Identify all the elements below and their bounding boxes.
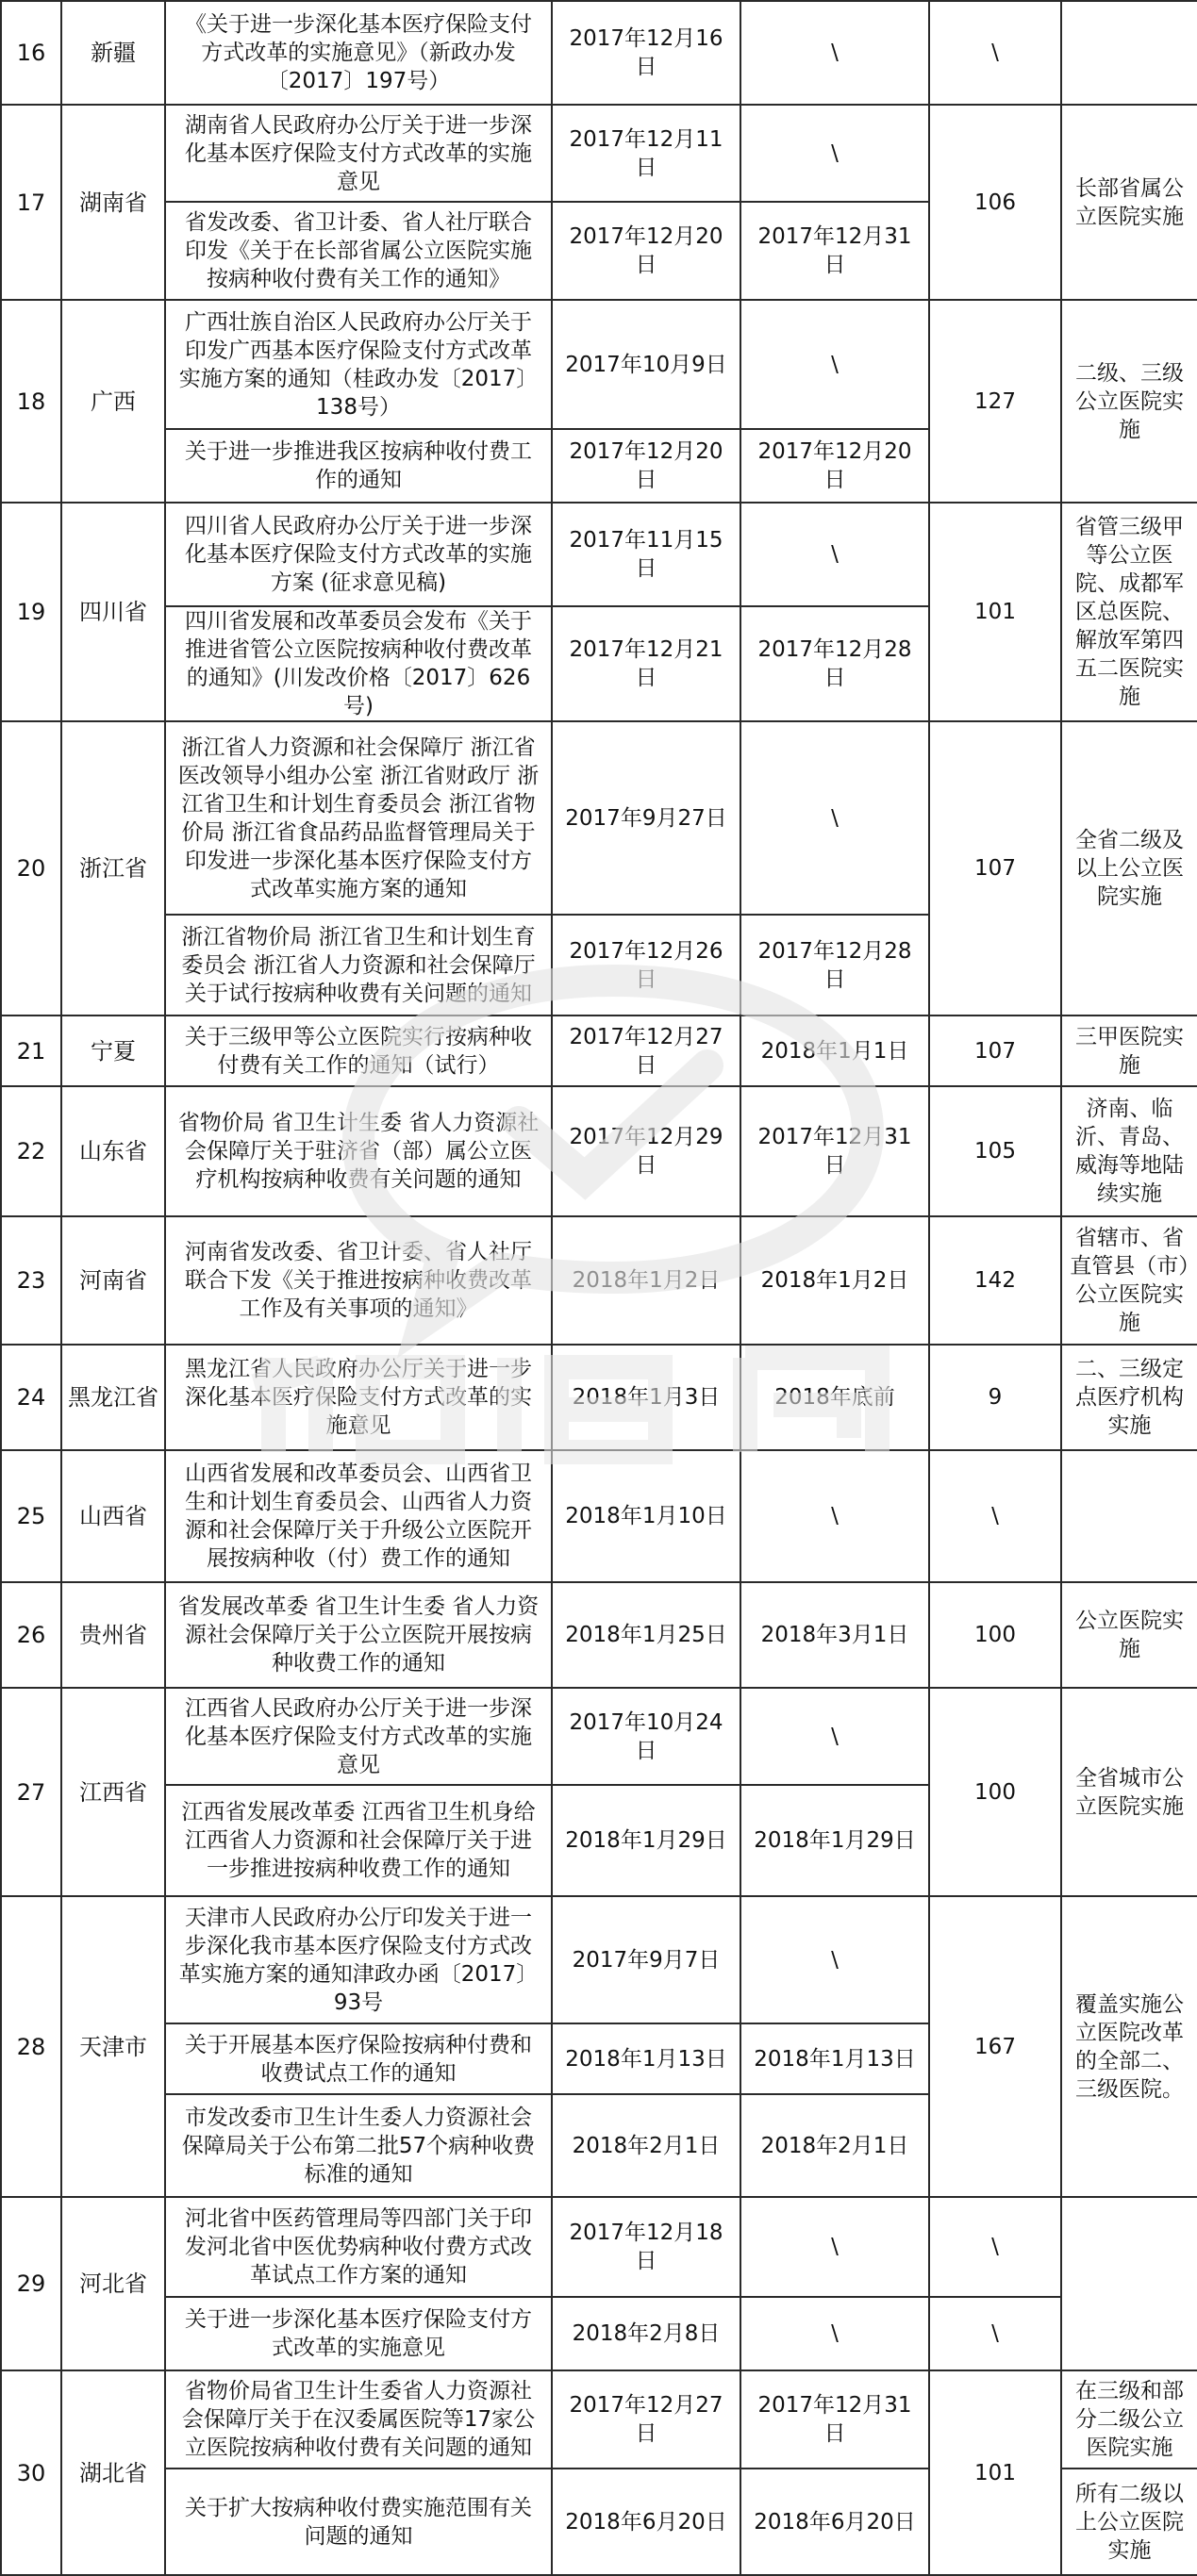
document-title-cell: 浙江省物价局 浙江省卫生和计划生育委员会 浙江省人力资源和社会保障厅关于试行按病种收费有关问题的通知: [165, 915, 552, 1016]
document-title-cell: 山西省发展和改革委员会、山西省卫生和计划生育委员会、山西省人力资源和社会保障厅关于升级公立医院开展按病种收（付）费工作的通知: [165, 1450, 552, 1582]
issue-date-cell: 2018年6月20日: [552, 2469, 740, 2575]
table-row: [1, 503, 1197, 606]
issue-date-cell: 2017年10月9日: [552, 300, 740, 429]
row-number: 16: [1, 1, 61, 105]
effective-date-cell: \: [740, 300, 929, 429]
document-title-cell: 浙江省人力资源和社会保障厅 浙江省医改领导小组办公室 浙江省财政厅 浙江省卫生和计划生育委员会 浙江省物价局 浙江省食品药品监督管理局关于印发进一步深化基本医疗保险支付方式改革实施方案的通知: [165, 721, 552, 915]
effective-date-cell: 2017年12月31日: [740, 202, 929, 300]
issue-date-cell: 2018年2月8日: [552, 2297, 740, 2370]
disease-count-cell: 101: [929, 503, 1061, 721]
document-title-cell: 省物价局 省卫生计生委 省人力资源社会保障厅关于驻济省（部）属公立医疗机构按病种收费有关问题的通知: [165, 1086, 552, 1216]
scope-note-cell: [1061, 1, 1197, 105]
table-row: [1, 300, 1197, 429]
document-title-cell: 省发改委、省卫计委、省人社厅联合印发《关于在长部省属公立医院实施按病种收付费有关工作的通知》: [165, 202, 552, 300]
table-row: [1, 1, 1197, 105]
issue-date-cell: 2017年12月20日: [552, 429, 740, 503]
document-title-cell: 江西省发展改革委 江西省卫生机身给江西省人力资源和社会保障厅关于进一步推进按病种收费工作的通知: [165, 1785, 552, 1896]
province-cell: 贵州省: [61, 1582, 165, 1688]
row-number: 24: [1, 1345, 61, 1450]
province-cell: 山西省: [61, 1450, 165, 1582]
scope-note-cell: [1061, 1450, 1197, 1582]
row-number: 19: [1, 503, 61, 721]
row-number: 26: [1, 1582, 61, 1688]
document-title-cell: 市发改委市卫生计生委人力资源社会保障局关于公布第二批57个病种收费标准的通知: [165, 2094, 552, 2197]
document-title-cell: 省物价局省卫生计生委省人力资源社会保障厅关于在汉委属医院等17家公立医院按病种收付费有关问题的通知: [165, 2370, 552, 2469]
document-title-cell: 河北省中医药管理局等四部门关于印发河北省中医优势病种收付费方式改革试点工作方案的通知: [165, 2197, 552, 2297]
scope-note-cell: 全省二级及以上公立医院实施: [1061, 721, 1197, 1016]
disease-count-cell: 127: [929, 300, 1061, 503]
scope-note-cell: 全省城市公立医院实施: [1061, 1688, 1197, 1896]
effective-date-cell: 2017年12月28日: [740, 915, 929, 1016]
issue-date-cell: 2017年12月20日: [552, 202, 740, 300]
disease-count-cell: 100: [929, 1582, 1061, 1688]
document-title-cell: 四川省发展和改革委员会发布《关于推进省管公立医院按病种收付费改革的通知》(川发改价格〔2017〕626号): [165, 606, 552, 721]
effective-date-cell: 2018年1月1日: [740, 1016, 929, 1086]
document-title-cell: 关于进一步推进我区按病种收付费工作的通知: [165, 429, 552, 503]
effective-date-cell: \: [740, 721, 929, 915]
document-title-cell: 黑龙江省人民政府办公厅关于进一步深化基本医疗保险支付方式改革的实施意见: [165, 1345, 552, 1450]
row-number: 18: [1, 300, 61, 503]
scope-note-cell: 所有二级以上公立医院实施: [1061, 2469, 1197, 2575]
scope-note-cell: 三甲医院实施: [1061, 1016, 1197, 1086]
disease-count-cell: \: [929, 2197, 1061, 2297]
issue-date-cell: 2017年9月7日: [552, 1896, 740, 2023]
effective-date-cell: \: [740, 1, 929, 105]
scope-note-cell: [1061, 2197, 1197, 2370]
scope-note-cell: 公立医院实施: [1061, 1582, 1197, 1688]
scope-note-cell: 济南、临沂、青岛、威海等地陆续实施: [1061, 1086, 1197, 1216]
scope-note-cell: 二级、三级公立医院实施: [1061, 300, 1197, 503]
scope-note-cell: 长部省属公立医院实施: [1061, 105, 1197, 300]
issue-date-cell: 2017年12月16日: [552, 1, 740, 105]
disease-count-cell: \: [929, 1, 1061, 105]
issue-date-cell: 2017年12月21日: [552, 606, 740, 721]
scope-note-cell: 二、三级定点医疗机构实施: [1061, 1345, 1197, 1450]
disease-count-cell: 142: [929, 1216, 1061, 1345]
effective-date-cell: 2018年2月1日: [740, 2094, 929, 2197]
scope-note-cell: 省辖市、省直管县（市）公立医院实施: [1061, 1216, 1197, 1345]
issue-date-cell: 2018年1月25日: [552, 1582, 740, 1688]
effective-date-cell: 2017年12月28日: [740, 606, 929, 721]
document-title-cell: 关于三级甲等公立医院实行按病种收付费有关工作的通知（试行）: [165, 1016, 552, 1086]
table-row: [1, 1216, 1197, 1345]
effective-date-cell: 2018年6月20日: [740, 2469, 929, 2575]
effective-date-cell: 2018年1月29日: [740, 1785, 929, 1896]
document-title-cell: 江西省人民政府办公厅关于进一步深化基本医疗保险支付方式改革的实施意见: [165, 1688, 552, 1785]
document-title-cell: 关于开展基本医疗保险按病种付费和收费试点工作的通知: [165, 2023, 552, 2094]
document-title-cell: 省发展改革委 省卫生计生委 省人力资源社会保障厅关于公立医院开展按病种收费工作的通知: [165, 1582, 552, 1688]
issue-date-cell: 2017年12月11日: [552, 105, 740, 202]
effective-date-cell: \: [740, 1688, 929, 1785]
issue-date-cell: 2018年1月13日: [552, 2023, 740, 2094]
table-row: [1, 1688, 1197, 1785]
table-row: [1, 2370, 1197, 2469]
scope-note-cell: 省管三级甲等公立医院、成都军区总医院、解放军第四五二医院实施: [1061, 503, 1197, 721]
row-number: 25: [1, 1450, 61, 1582]
disease-count-cell: 107: [929, 721, 1061, 1016]
effective-date-cell: 2018年底前: [740, 1345, 929, 1450]
document-title-cell: 关于进一步深化基本医疗保险支付方式改革的实施意见: [165, 2297, 552, 2370]
issue-date-cell: 2018年2月1日: [552, 2094, 740, 2197]
issue-date-cell: 2017年12月27日: [552, 2370, 740, 2469]
province-cell: 湖南省: [61, 105, 165, 300]
scope-note-cell: 在三级和部分二级公立医院实施: [1061, 2370, 1197, 2469]
province-cell: 天津市: [61, 1896, 165, 2197]
effective-date-cell: \: [740, 2297, 929, 2370]
effective-date-cell: \: [740, 105, 929, 202]
table-row: [1, 1582, 1197, 1688]
row-number: 22: [1, 1086, 61, 1216]
province-cell: 黑龙江省: [61, 1345, 165, 1450]
row-number: 29: [1, 2197, 61, 2370]
table-row: [1, 721, 1197, 915]
disease-count-cell: 105: [929, 1086, 1061, 1216]
row-number: 27: [1, 1688, 61, 1896]
document-title-cell: 四川省人民政府办公厅关于进一步深化基本医疗保险支付方式改革的实施方案 (征求意见稿): [165, 503, 552, 606]
province-cell: 广西: [61, 300, 165, 503]
row-number: 21: [1, 1016, 61, 1086]
table-row: [1, 1016, 1197, 1086]
issue-date-cell: 2017年12月18日: [552, 2197, 740, 2297]
issue-date-cell: 2018年1月29日: [552, 1785, 740, 1896]
row-number: 23: [1, 1216, 61, 1345]
row-number: 28: [1, 1896, 61, 2197]
issue-date-cell: 2018年1月3日: [552, 1345, 740, 1450]
issue-date-cell: 2017年11月15日: [552, 503, 740, 606]
table-row: [1, 1450, 1197, 1582]
province-cell: 山东省: [61, 1086, 165, 1216]
disease-count-cell: 107: [929, 1016, 1061, 1086]
disease-count-cell: \: [929, 1450, 1061, 1582]
province-cell: 湖北省: [61, 2370, 165, 2575]
effective-date-cell: \: [740, 503, 929, 606]
province-cell: 河北省: [61, 2197, 165, 2370]
effective-date-cell: 2017年12月31日: [740, 1086, 929, 1216]
effective-date-cell: 2017年12月20日: [740, 429, 929, 503]
province-cell: 四川省: [61, 503, 165, 721]
disease-count-cell: \: [929, 2297, 1061, 2370]
table-row: [1, 1086, 1197, 1216]
effective-date-cell: \: [740, 1896, 929, 2023]
province-cell: 宁夏: [61, 1016, 165, 1086]
document-title-cell: 河南省发改委、省卫计委、省人社厅联合下发《关于推进按病种收费改革工作及有关事项的通知》: [165, 1216, 552, 1345]
scope-note-cell: 覆盖实施公立医院改革的全部二、三级医院。: [1061, 1896, 1197, 2197]
issue-date-cell: 2017年9月27日: [552, 721, 740, 915]
disease-count-cell: 100: [929, 1688, 1061, 1896]
document-title-cell: 湖南省人民政府办公厅关于进一步深化基本医疗保险支付方式改革的实施意见: [165, 105, 552, 202]
province-cell: 新疆: [61, 1, 165, 105]
effective-date-cell: 2018年3月1日: [740, 1582, 929, 1688]
effective-date-cell: 2018年1月13日: [740, 2023, 929, 2094]
issue-date-cell: 2017年10月24日: [552, 1688, 740, 1785]
disease-count-cell: 106: [929, 105, 1061, 300]
issue-date-cell: 2017年12月27日: [552, 1016, 740, 1086]
row-number: 20: [1, 721, 61, 1016]
province-cell: 江西省: [61, 1688, 165, 1896]
disease-count-cell: 9: [929, 1345, 1061, 1450]
row-number: 30: [1, 2370, 61, 2575]
issue-date-cell: 2018年1月10日: [552, 1450, 740, 1582]
effective-date-cell: 2017年12月31日: [740, 2370, 929, 2469]
table-row: [1, 2197, 1197, 2297]
document-title-cell: 天津市人民政府办公厅印发关于进一步深化我市基本医疗保险支付方式改革实施方案的通知津政办函〔2017〕93号: [165, 1896, 552, 2023]
effective-date-cell: 2018年1月2日: [740, 1216, 929, 1345]
province-cell: 浙江省: [61, 721, 165, 1016]
row-number: 17: [1, 105, 61, 300]
disease-count-cell: 101: [929, 2370, 1061, 2575]
effective-date-cell: \: [740, 1450, 929, 1582]
issue-date-cell: 2017年12月29日: [552, 1086, 740, 1216]
document-title-cell: 关于扩大按病种收付费实施范围有关问题的通知: [165, 2469, 552, 2575]
document-title-cell: 《关于进一步深化基本医疗保险支付方式改革的实施意见》（新政办发〔2017〕197号）: [165, 1, 552, 105]
effective-date-cell: \: [740, 2197, 929, 2297]
issue-date-cell: 2017年12月26日: [552, 915, 740, 1016]
document-title-cell: 广西壮族自治区人民政府办公厅关于印发广西基本医疗保险支付方式改革实施方案的通知（桂政办发〔2017〕138号）: [165, 300, 552, 429]
province-cell: 河南省: [61, 1216, 165, 1345]
disease-count-cell: 167: [929, 1896, 1061, 2197]
table-row: [1, 1345, 1197, 1450]
issue-date-cell: 2018年1月2日: [552, 1216, 740, 1345]
table-row: [1, 105, 1197, 202]
table-row: [1, 2297, 1197, 2370]
table-row: [1, 1896, 1197, 2023]
